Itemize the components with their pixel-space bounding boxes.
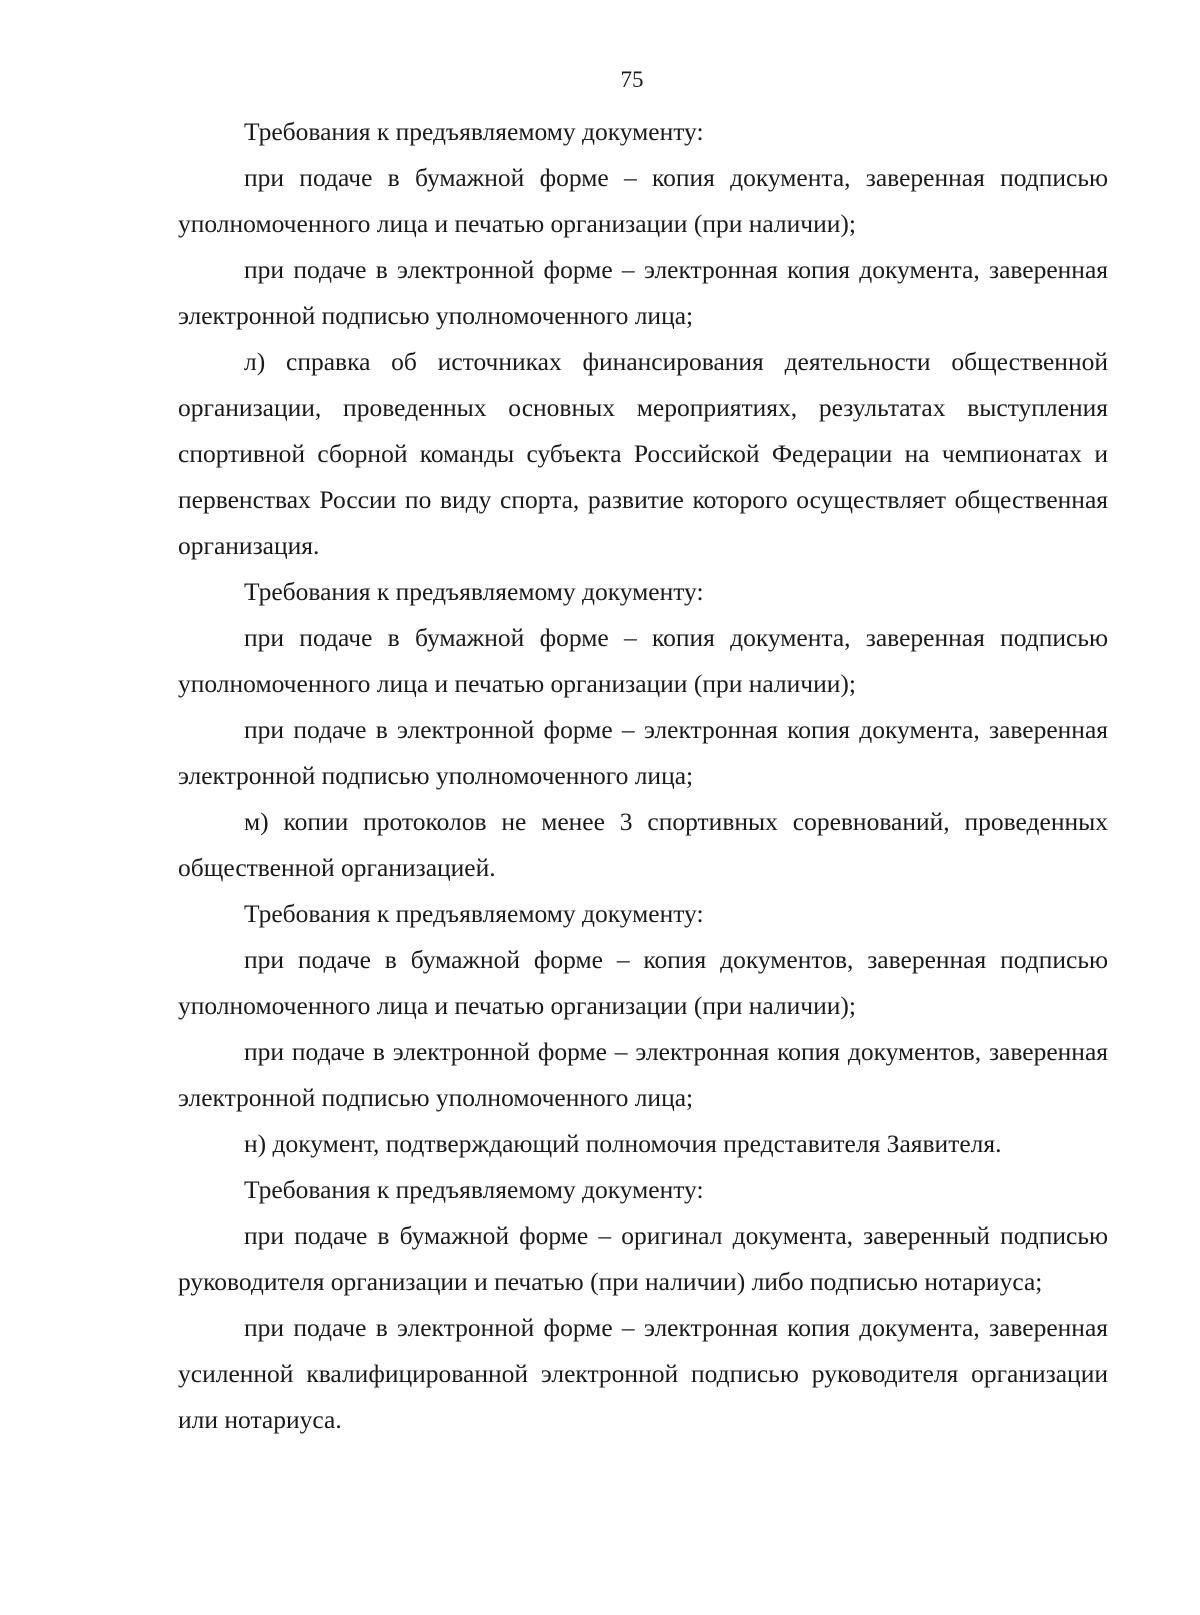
paragraph: при подаче в электронной форме – электронная копия документов, заверенная электронной подписью уполномоченного лица; [178,1037,1108,1112]
page-number: 75 [620,67,644,92]
paragraph: при подаче в электронной форме – электронная копия документа, заверенная усиленной квалифицированной электронной подписью руководителя организации или нотариуса. [178,1313,1108,1434]
paragraph: н) документ, подтверждающий полномочия представителя Заявителя. [244,1129,1002,1158]
paragraph: Требования к предъявляемому документу: [244,1175,704,1204]
document-body [178,109,1108,1443]
paragraph: Требования к предъявляемому документу: [244,117,704,146]
paragraph: при подаче в бумажной форме – копия документа, заверенная подписью уполномоченного лица и печатью организации (при наличии); [178,623,1108,698]
paragraph: при подаче в электронной форме – электронная копия документа, заверенная электронной подписью уполномоченного лица; [178,255,1108,330]
paragraph: при подаче в бумажной форме – оригинал документа, заверенный подписью руководителя организации и печатью (при наличии) либо подписью нотариуса; [178,1221,1108,1296]
paragraph: л) справка об источниках финансирования деятельности общественной организации, проведенных основных мероприятиях, результатах выступления спортивной сборной команды субъекта Российской Федерации на чемпионатах и первенствах России по виду спорта, развитие которого осуществляет общественная организация. [178,347,1108,560]
paragraph: при подаче в электронной форме – электронная копия документа, заверенная электронной подписью уполномоченного лица; [178,715,1108,790]
paragraph: Требования к предъявляемому документу: [244,899,704,928]
paragraph: м) копии протоколов не менее 3 спортивных соревнований, проведенных общественной организацией. [178,807,1108,882]
paragraph: при подаче в бумажной форме – копия документов, заверенная подписью уполномоченного лица и печатью организации (при наличии); [178,945,1108,1020]
paragraph: при подаче в бумажной форме – копия документа, заверенная подписью уполномоченного лица и печатью организации (при наличии); [178,163,1108,238]
paragraph: Требования к предъявляемому документу: [244,577,704,606]
